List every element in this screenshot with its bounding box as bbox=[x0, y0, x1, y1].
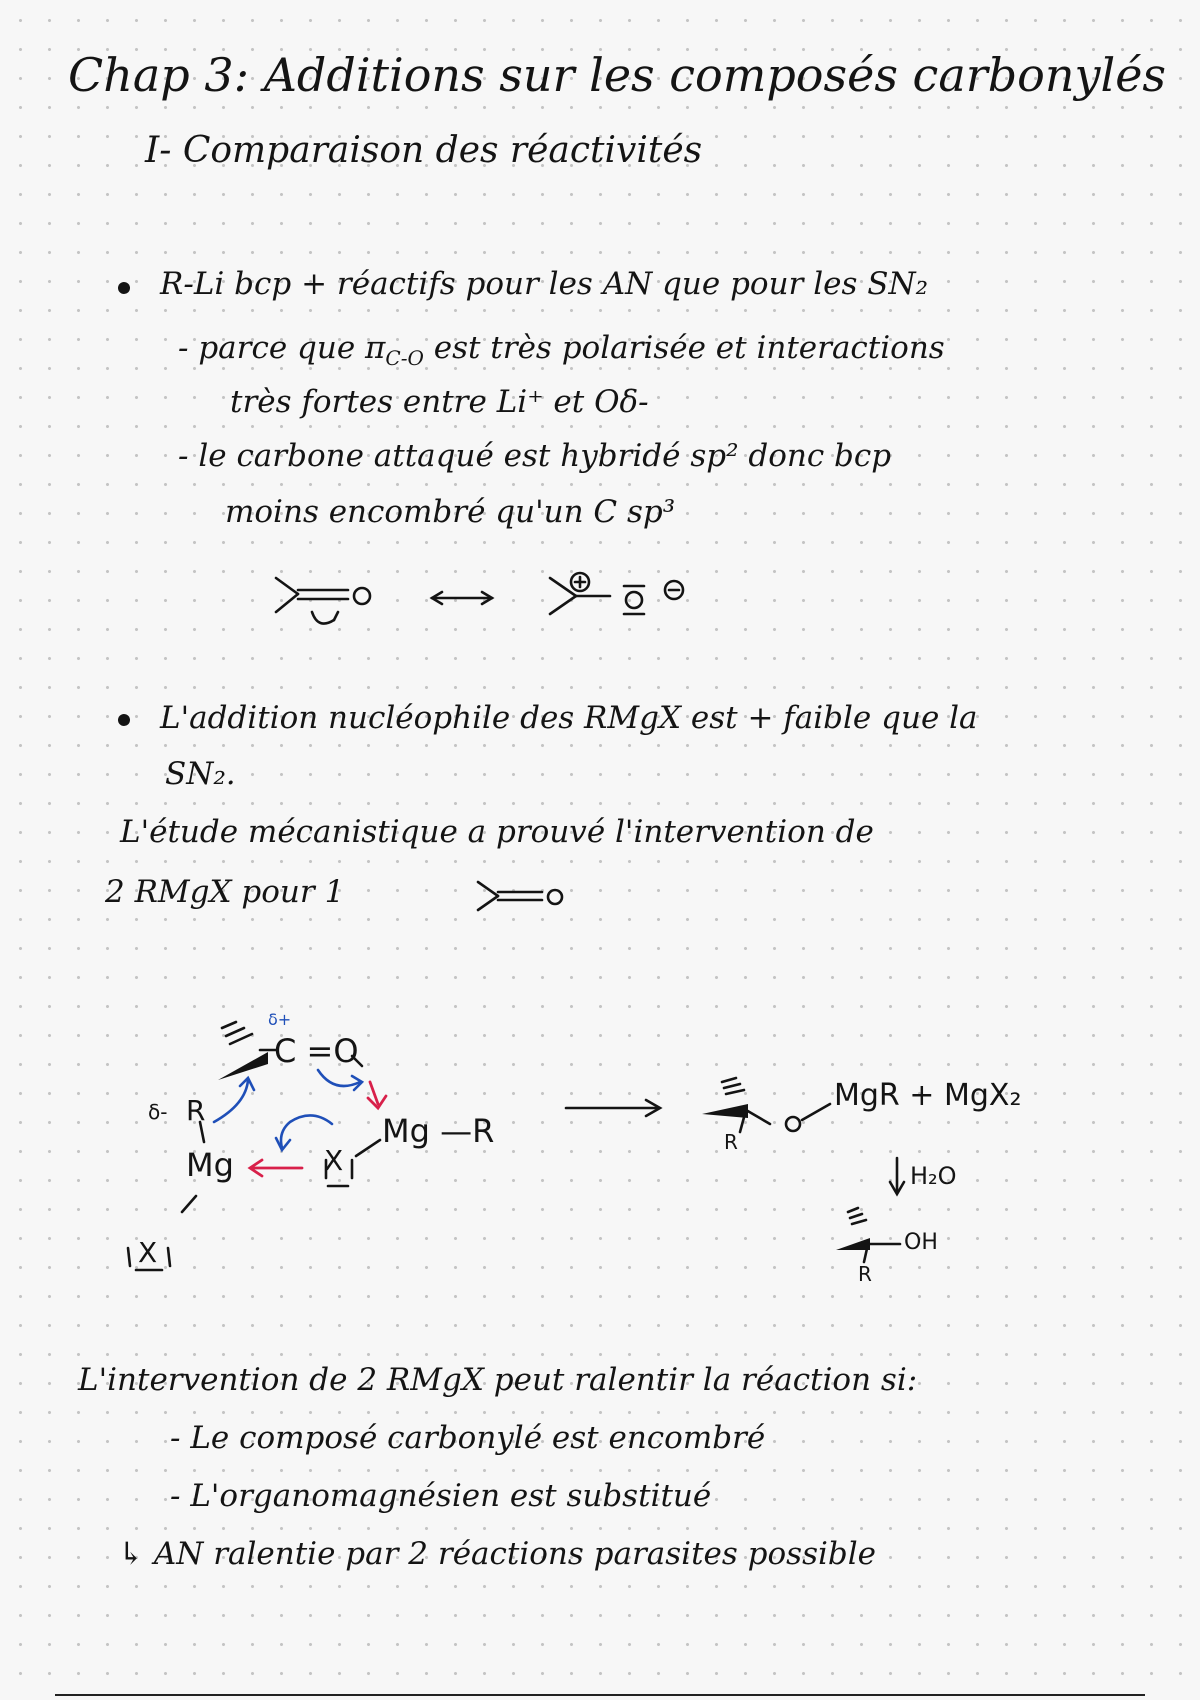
section-heading: I- Comparaison des réactivités bbox=[145, 130, 703, 171]
two-rmgx-line: 2 RMgX pour 1 bbox=[105, 874, 345, 910]
mechanistic-study-line: L'étude mécanistique a prouvé l'intervention de bbox=[120, 814, 874, 850]
r-group-label: R bbox=[186, 1094, 206, 1127]
hydroxyl-label: OH bbox=[904, 1230, 938, 1255]
condition-substituted: - L'organomagnésien est substitué bbox=[170, 1478, 712, 1514]
mg-right-label: Mg —R bbox=[382, 1112, 495, 1150]
water-reagent-label: H₂O bbox=[910, 1162, 957, 1190]
side-reactions-conclusion: ↳ AN ralentie par 2 réactions parasites possible bbox=[118, 1536, 877, 1572]
delta-minus-label: δ- bbox=[148, 1100, 168, 1124]
reason-hybridized-cont: moins encombré qu'un C sp³ bbox=[225, 494, 676, 530]
product-label: MgR + MgX₂ bbox=[834, 1078, 1022, 1113]
bullet-rli-reactivity: R-Li bcp + réactifs pour les AN que pour les SN₂ bbox=[160, 266, 929, 302]
rmgx-addition-cont: SN₂. bbox=[165, 756, 236, 792]
mg-left-label: Mg bbox=[186, 1146, 234, 1184]
page-title: Chap 3: Additions sur les composés carbonylés bbox=[68, 48, 1167, 102]
slowdown-condition: L'intervention de 2 RMgX peut ralentir la réaction si: bbox=[78, 1362, 918, 1398]
reason-hybridized: - le carbone attaqué est hybridé sp² donc bcp bbox=[178, 438, 892, 474]
carbonyl-group: C =O bbox=[274, 1032, 359, 1070]
delta-plus-label: δ+ bbox=[268, 1010, 292, 1029]
rmgx-addition-line: L'addition nucléophile des RMgX est + faible que la bbox=[160, 700, 978, 736]
bottom-divider bbox=[55, 1694, 1145, 1696]
condition-hindered: - Le composé carbonylé est encombré bbox=[170, 1420, 766, 1456]
x-terminal-label: X bbox=[138, 1236, 158, 1269]
product-r-label: R bbox=[724, 1130, 738, 1154]
reason-polarized: - parce que $\pi_{C-O}$ est très polarisée et interactions bbox=[178, 330, 945, 371]
x-bridge-label: X bbox=[324, 1144, 344, 1177]
final-r-label: R bbox=[858, 1262, 872, 1286]
reason-polarized-cont: très fortes entre Li⁺ et Oδ- bbox=[230, 384, 649, 420]
